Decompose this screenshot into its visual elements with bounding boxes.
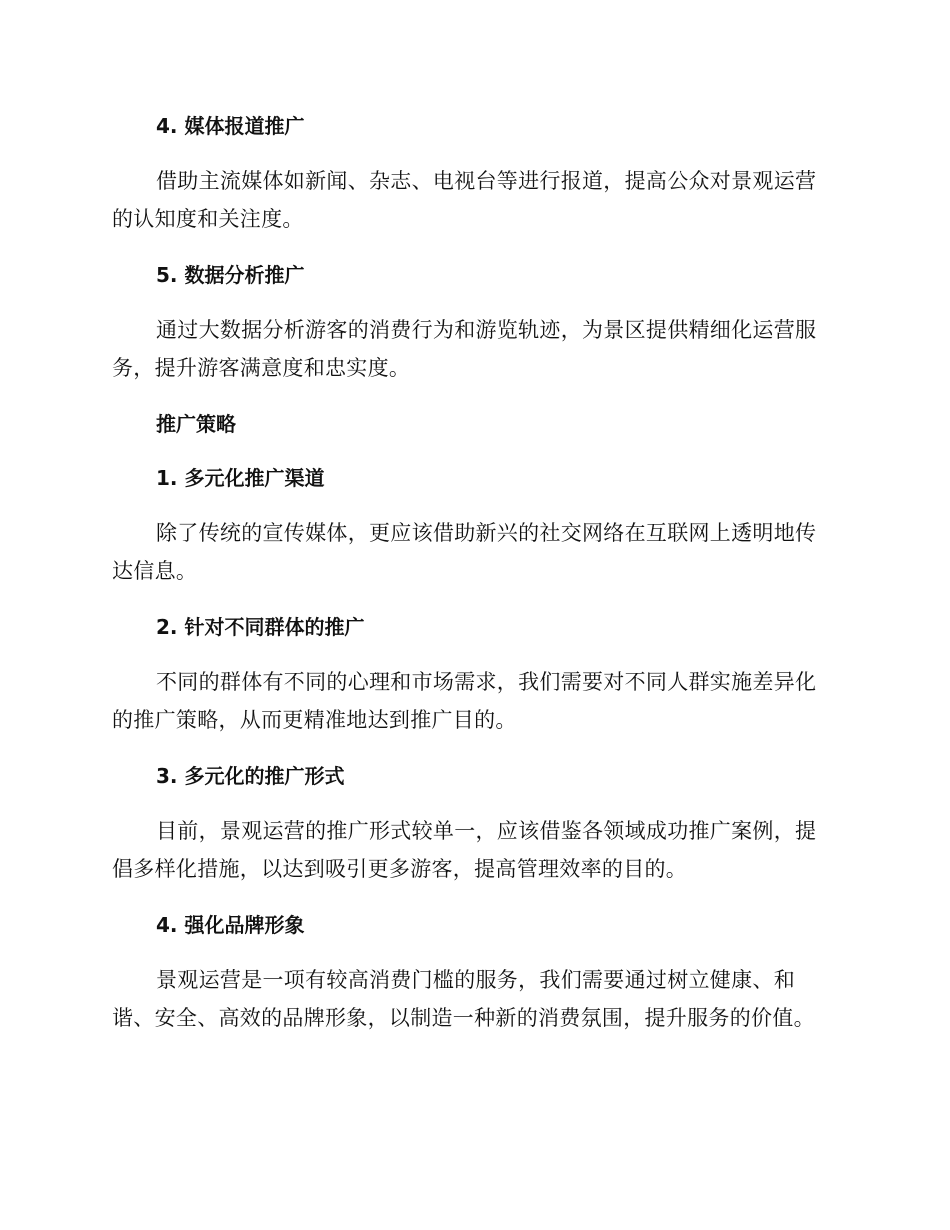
section-paragraph-target-groups: 不同的群体有不同的心理和市场需求，我们需要对不同人群实施差异化的推广策略，从而更精准地达到推广目的。 (112, 670, 817, 732)
section-paragraph-diversified-channels: 除了传统的宣传媒体，更应该借助新兴的社交网络在互联网上透明地传达信息。 (112, 521, 817, 583)
section-heading-diversified-forms: 3. 多元化的推广形式 (156, 764, 345, 788)
section-heading-diversified-channels: 1. 多元化推广渠道 (156, 466, 325, 490)
section-heading-target-groups: 2. 针对不同群体的推广 (156, 615, 365, 639)
section-paragraph-diversified-forms: 目前，景观运营的推广形式较单一，应该借鉴各领域成功推广案例，提倡多样化措施，以达到吸引更多游客，提高管理效率的目的。 (112, 819, 817, 881)
section-heading-media-report: 4. 媒体报道推广 (156, 114, 305, 138)
section-heading-promotion-strategy: 推广策略 (156, 412, 236, 436)
section-heading-data-analysis: 5. 数据分析推广 (156, 263, 305, 287)
section-paragraph-data-analysis: 通过大数据分析游客的消费行为和游览轨迹，为景区提供精细化运营服务，提升游客满意度和忠实度。 (112, 318, 817, 380)
section-paragraph-media-report: 借助主流媒体如新闻、杂志、电视台等进行报道，提高公众对景观运营的认知度和关注度。 (112, 169, 817, 231)
section-paragraph-brand-image: 景观运营是一项有较高消费门槛的服务，我们需要通过树立健康、和谐、安全、高效的品牌形象，以制造一种新的消费氛围，提升服务的价值。 (112, 968, 815, 1030)
section-heading-brand-image: 4. 强化品牌形象 (156, 913, 305, 937)
document-content (112, 108, 832, 1037)
